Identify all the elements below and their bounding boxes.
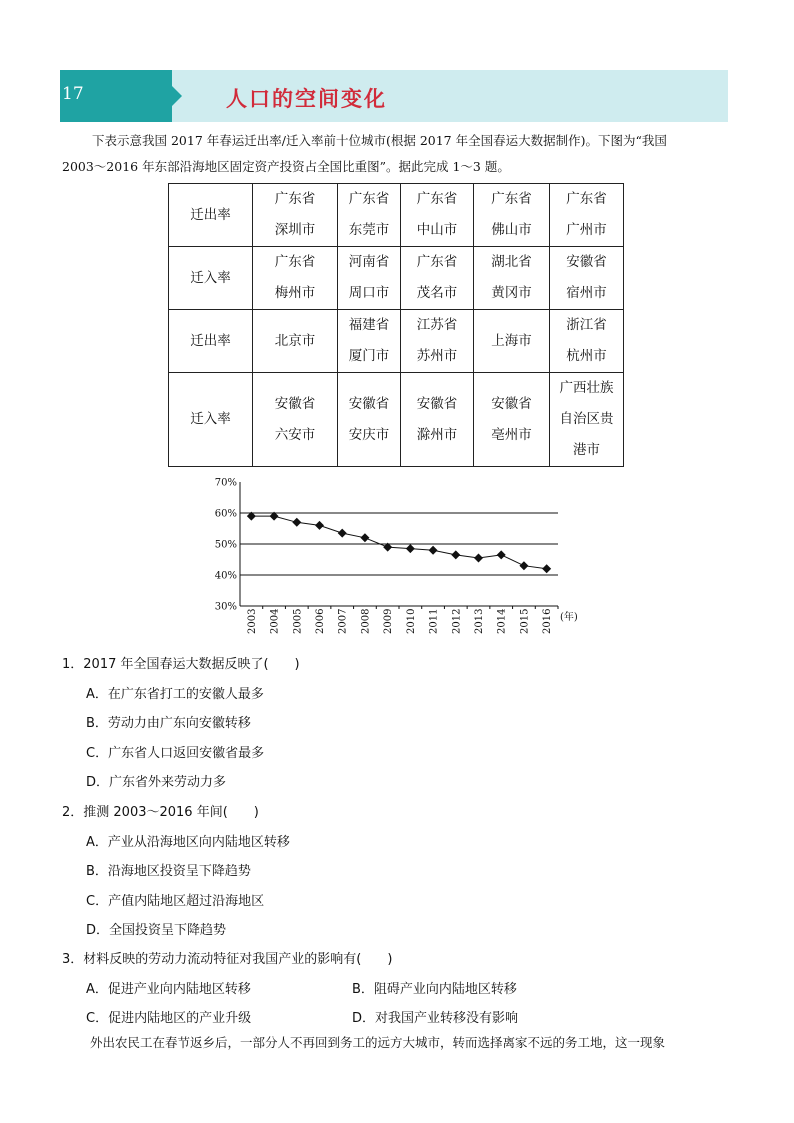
row-label: 迁入率 — [169, 247, 253, 310]
question-3-option-d: D．对我国产业转移没有影响 — [352, 1011, 519, 1026]
table-cell: 安徽省 安庆市 — [338, 373, 401, 467]
data-point — [429, 546, 438, 555]
table-row — [169, 310, 624, 373]
x-axis-label: (年) — [560, 612, 578, 623]
table-cell: 广东省 梅州市 — [253, 247, 338, 310]
next-passage-text: 外出农民工在春节返乡后，一部分人不再回到务工的远方大城市，转而选择离家不远的务工地，这一现象 — [90, 1035, 666, 1050]
data-point — [292, 518, 301, 527]
question-1-option-a: A．在广东省打工的安徽人最多 — [86, 687, 264, 702]
question-3-option-c: C．促进内陆地区的产业升级 — [86, 1011, 252, 1026]
table-cell: 安徽省 滁州市 — [401, 373, 474, 467]
y-tick-label: 60% — [214, 508, 237, 520]
question-3-option-b: B．阻碍产业向内陆地区转移 — [352, 982, 517, 997]
table-cell: 广东省 东莞市 — [338, 184, 401, 247]
question-1-option-b: B．劳动力由广东向安徽转移 — [86, 716, 251, 731]
x-tick-label: 2011 — [428, 608, 440, 634]
data-point — [360, 533, 369, 542]
table-cell: 湖北省 黄冈市 — [474, 247, 550, 310]
y-tick-label: 50% — [214, 539, 237, 551]
y-tick-label: 70% — [214, 477, 237, 489]
x-tick-label: 2012 — [451, 608, 463, 634]
table-cell: 河南省 周口市 — [338, 247, 401, 310]
y-tick-label: 30% — [214, 601, 237, 613]
table-row — [169, 247, 624, 310]
data-point — [451, 550, 460, 559]
question-2-option-d: D．全国投资呈下降趋势 — [86, 923, 227, 938]
data-point — [497, 550, 506, 559]
data-point — [338, 529, 347, 538]
table-row — [169, 373, 624, 467]
question-3-stem: 3．材料反映的劳动力流动特征对我国产业的影响有( ) — [62, 952, 393, 967]
x-tick-label: 2007 — [337, 608, 349, 634]
question-2-option-a: A．产业从沿海地区向内陆地区转移 — [86, 835, 290, 850]
table-cell: 上海市 — [474, 310, 550, 373]
row-label: 迁出率 — [169, 310, 253, 373]
x-tick-label: 2010 — [405, 608, 417, 634]
x-tick-label: 2014 — [496, 608, 508, 634]
question-1-option-c: C．广东省人口返回安徽省最多 — [86, 746, 265, 761]
table-cell: 江苏省 苏州市 — [401, 310, 474, 373]
x-tick-label: 2009 — [383, 608, 395, 634]
row-label: 迁出率 — [169, 184, 253, 247]
x-tick-label: 2003 — [246, 608, 258, 634]
question-2-option-c: C．产值内陆地区超过沿海地区 — [86, 894, 265, 909]
table-cell: 广东省 中山市 — [401, 184, 474, 247]
table-cell: 广东省 佛山市 — [474, 184, 550, 247]
data-point — [474, 553, 483, 562]
table-row — [169, 184, 624, 247]
data-point — [519, 561, 528, 570]
question-1-stem: 1．2017 年全国春运大数据反映了( ) — [62, 657, 300, 672]
investment-share-chart — [200, 474, 590, 639]
table-cell: 北京市 — [253, 310, 338, 373]
intro-line-1: 下表示意我国 2017 年春运迁出率/迁入率前十位城市(根据 2017 年全国春运大数据制作)。下图为“我国 — [92, 133, 667, 148]
table-cell: 浙江省 杭州市 — [550, 310, 624, 373]
table-cell: 福建省 厦门市 — [338, 310, 401, 373]
table-cell: 广西壮族 自治区贵 港市 — [550, 373, 624, 467]
migration-table — [168, 183, 624, 467]
table-cell: 安徽省 亳州市 — [474, 373, 550, 467]
data-point — [406, 544, 415, 553]
table-cell: 安徽省 宿州市 — [550, 247, 624, 310]
question-3-option-a: A．促进产业向内陆地区转移 — [86, 982, 251, 997]
page-title: 人口的空间变化 — [226, 87, 387, 111]
data-point — [315, 521, 324, 530]
table-cell: 广东省 深圳市 — [253, 184, 338, 247]
x-tick-label: 2013 — [474, 608, 485, 634]
intro-text — [62, 128, 732, 180]
x-tick-label: 2015 — [519, 608, 531, 634]
x-tick-label: 2008 — [360, 608, 372, 634]
section-number: 17 — [62, 84, 84, 104]
y-tick-label: 40% — [214, 570, 237, 582]
x-tick-label: 2004 — [269, 608, 281, 634]
x-tick-label: 2006 — [315, 608, 326, 634]
row-label: 迁入率 — [169, 373, 253, 467]
question-2-stem: 2．推测 2003～2016 年间( ) — [62, 805, 259, 820]
table-cell: 安徽省 六安市 — [253, 373, 338, 467]
x-tick-label: 2005 — [292, 608, 304, 634]
data-point — [542, 564, 551, 573]
question-1-option-d: D．广东省外来劳动力多 — [86, 775, 227, 790]
x-tick-label: 2016 — [542, 608, 554, 634]
table-cell: 广东省 茂名市 — [401, 247, 474, 310]
table-cell: 广东省 广州市 — [550, 184, 624, 247]
question-2-option-b: B．沿海地区投资呈下降趋势 — [86, 864, 251, 879]
intro-line-2: 2003～2016 年东部沿海地区固定资产投资占全国比重图”。据此完成 1～3 题。 — [62, 159, 510, 174]
